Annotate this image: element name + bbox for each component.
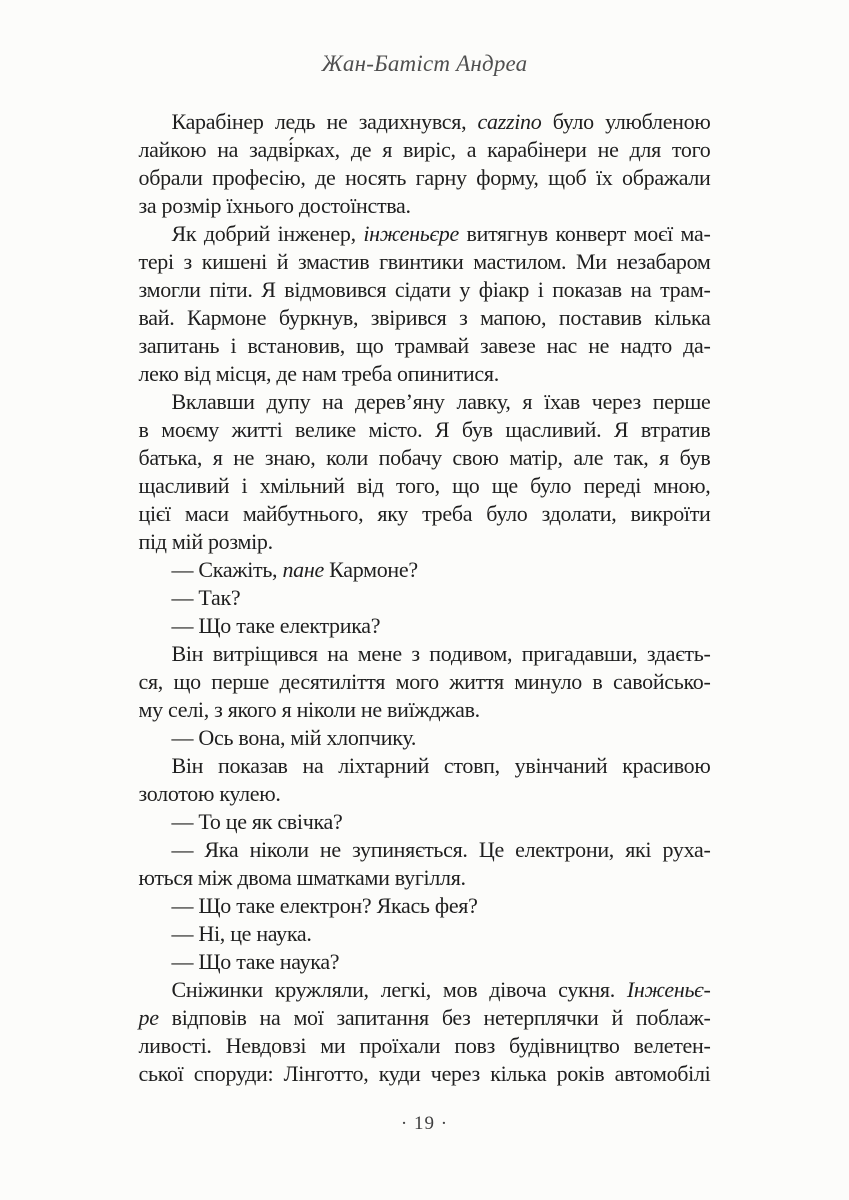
- text-line: — То це як свічка?: [171, 809, 343, 834]
- text-line: ся, що перше десятиліття мого життя минуло в савойсько-: [138, 669, 711, 694]
- page-number: · 19 ·: [400, 1113, 449, 1134]
- text-line: щасливий і хмільний від того, що ще було переді мною,: [138, 473, 711, 498]
- text-line: ються між двома шматками вугілля.: [138, 865, 466, 890]
- paragraph: [139, 752, 711, 808]
- paragraph: [139, 556, 711, 584]
- text-line: — Яка ніколи не зупиняється. Це електрони, які руха-: [171, 837, 711, 862]
- paragraph: [139, 220, 711, 388]
- text-line: Він показав на ліхтарний стовп, увінчаний красивою: [171, 753, 711, 778]
- text-line: змогли піти. Я відмовився сідати у фіакр і показав на трам-: [138, 277, 711, 302]
- text-line: запитань і встановив, що трамвай завезе нас не надто да-: [138, 333, 711, 358]
- text-line: Вклавши дупу на дерев’яну лавку, я їхав через перше: [171, 389, 711, 414]
- paragraph: [139, 108, 711, 220]
- text-line: — Ось вона, мій хлопчику.: [171, 725, 417, 750]
- text-line: обрали професію, де носять гарну форму, щоб їх ображали: [138, 165, 711, 190]
- text-line: ливості. Невдовзі ми проїхали повз будівництво велетен-: [138, 1033, 711, 1058]
- text-line: Він витріщився на мене з подивом, пригадавши, здаєть-: [171, 641, 711, 666]
- text-line: ської споруди: Лінготто, куди через кілька років автомобілі: [138, 1061, 711, 1086]
- paragraph: [139, 724, 711, 752]
- text-line: тері з кишені й змастив гвинтики мастилом. Ми незабаром: [138, 249, 711, 274]
- paragraph: [139, 892, 711, 920]
- text-line: — Що таке наука?: [171, 949, 340, 974]
- text-line: в моєму житті велике місто. Я був щасливий. Я втратив: [138, 417, 711, 442]
- paragraph: [139, 920, 711, 948]
- paragraph: [139, 640, 711, 724]
- text-line: під мій розмір.: [138, 529, 273, 554]
- text-line: леко від місця, де нам треба опинитися.: [138, 361, 499, 386]
- paragraph: [139, 948, 711, 976]
- text-line: лайкою на задві́рках, де я виріс, а карабінери не для того: [138, 137, 711, 162]
- text-line: — Ні, це наука.: [171, 921, 312, 946]
- text-line: — Що таке електрика?: [171, 613, 381, 638]
- text-line: — Скажіть, пане Кармоне?: [171, 557, 418, 582]
- text-line: цієї маси майбутнього, яку треба було здолати, викроїти: [138, 501, 711, 526]
- paragraph: [139, 584, 711, 612]
- text-line: за розмір їхнього достоїнства.: [138, 193, 411, 218]
- running-header: Жан-Батіст Андреа: [321, 51, 528, 76]
- paragraph: [139, 388, 711, 556]
- paragraph: [139, 976, 711, 1088]
- page-text: [139, 108, 711, 1088]
- text-line: — Так?: [171, 585, 241, 610]
- paragraph: [139, 836, 711, 892]
- text-line: Як добрий інженер, інженьєре витягнув конверт моєї ма-: [171, 221, 711, 246]
- paragraph: [139, 612, 711, 640]
- text-line: — Що таке електрон? Якась фея?: [171, 893, 478, 918]
- text-line: золотою кулею.: [138, 781, 281, 806]
- text-line: ре відповів на мої запитання без нетерплячки й поблаж-: [138, 1005, 711, 1030]
- paragraph: [139, 808, 711, 836]
- text-line: вай. Кармоне буркнув, звірився з мапою, поставив кілька: [138, 305, 711, 330]
- text-line: батька, я не знаю, коли побачу свою матір, але так, я був: [138, 445, 711, 470]
- text-line: му селі, з якого я ніколи не виїжджав.: [138, 697, 480, 722]
- text-line: Сніжинки кружляли, легкі, мов дівоча сукня. Інженьє-: [171, 977, 711, 1002]
- text-line: Карабінер ледь не задихнувся, cazzino було улюбленою: [171, 109, 711, 134]
